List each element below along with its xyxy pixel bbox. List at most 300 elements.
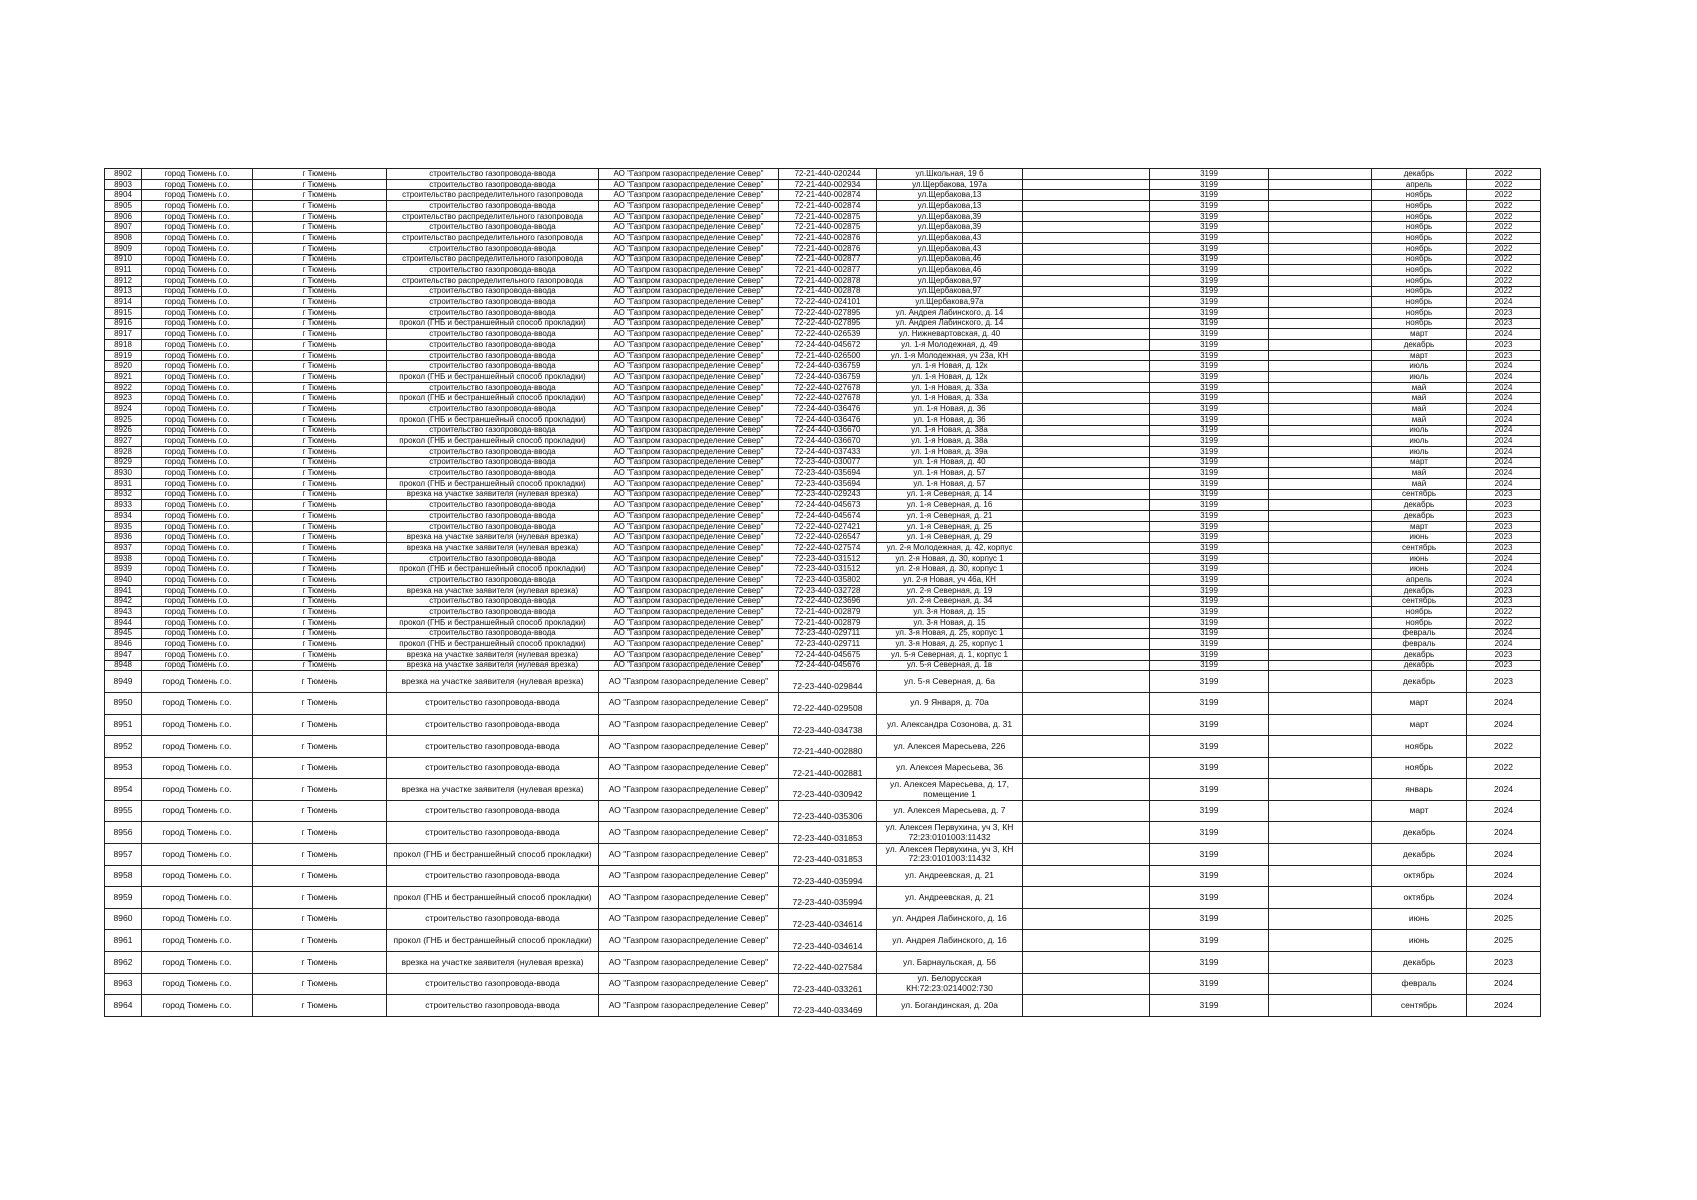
table-row <box>105 822 1541 844</box>
cell-org: АО "Газпром газораспределение Север" <box>599 275 779 286</box>
cell-work: строительство газопровода-ввода <box>387 995 599 1017</box>
cell-empty2 <box>1269 329 1372 340</box>
table-row <box>105 457 1541 468</box>
cell-empty2 <box>1269 361 1372 372</box>
cell-municipality: город Тюмень г.о. <box>142 553 253 564</box>
cell-addr: ул. 1-я Новая, д. 33а <box>877 393 1023 404</box>
cell-year: 2024 <box>1467 393 1541 404</box>
cell-empty2 <box>1269 671 1372 693</box>
cell-month: июль <box>1372 425 1467 436</box>
table-row <box>105 233 1541 244</box>
table-row <box>105 714 1541 736</box>
cell-month: март <box>1372 714 1467 736</box>
cell-code: 3199 <box>1150 446 1269 457</box>
cell-num: 8963 <box>105 973 142 995</box>
cell-town: г Тюмень <box>253 865 387 887</box>
cell-empty1 <box>1023 585 1150 596</box>
cell-town: г Тюмень <box>253 254 387 265</box>
cell-code: 3199 <box>1150 543 1269 554</box>
cell-empty2 <box>1269 822 1372 844</box>
cell-year: 2023 <box>1467 318 1541 329</box>
table-row <box>105 436 1541 447</box>
cell-work: строительство газопровода-ввода <box>387 297 599 308</box>
cell-num: 8930 <box>105 468 142 479</box>
cell-work: строительство газопровода-ввода <box>387 243 599 254</box>
cell-org: АО "Газпром газораспределение Север" <box>599 404 779 415</box>
cell-town: г Тюмень <box>253 822 387 844</box>
cell-code: 3199 <box>1150 254 1269 265</box>
table-row <box>105 585 1541 596</box>
table-row <box>105 908 1541 930</box>
cell-empty1 <box>1023 275 1150 286</box>
cell-org: АО "Газпром газораспределение Север" <box>599 596 779 607</box>
cell-appno: 72-22-440-027584 <box>779 952 877 974</box>
cell-municipality: город Тюмень г.о. <box>142 169 253 180</box>
cell-num: 8950 <box>105 692 142 714</box>
cell-month: сентябрь <box>1372 489 1467 500</box>
cell-empty1 <box>1023 404 1150 415</box>
cell-appno: 72-23-440-030942 <box>779 779 877 801</box>
cell-empty1 <box>1023 779 1150 801</box>
cell-addr: ул. 1-я Северная, д. 25 <box>877 521 1023 532</box>
cell-empty1 <box>1023 649 1150 660</box>
cell-appno: 72-21-440-002877 <box>779 254 877 265</box>
cell-year: 2022 <box>1467 222 1541 233</box>
cell-num: 8935 <box>105 521 142 532</box>
cell-org: АО "Газпром газораспределение Север" <box>599 995 779 1017</box>
cell-month: декабрь <box>1372 169 1467 180</box>
cell-month: октябрь <box>1372 865 1467 887</box>
cell-org: АО "Газпром газораспределение Север" <box>599 489 779 500</box>
cell-org: АО "Газпром газораспределение Север" <box>599 521 779 532</box>
cell-empty1 <box>1023 564 1150 575</box>
table-row <box>105 286 1541 297</box>
cell-appno: 72-22-440-027421 <box>779 521 877 532</box>
cell-town: г Тюмень <box>253 973 387 995</box>
cell-empty1 <box>1023 233 1150 244</box>
cell-code: 3199 <box>1150 265 1269 276</box>
cell-org: АО "Газпром газораспределение Север" <box>599 844 779 866</box>
cell-empty2 <box>1269 372 1372 383</box>
cell-addr: ул.Щербакова,43 <box>877 233 1023 244</box>
cell-municipality: город Тюмень г.о. <box>142 822 253 844</box>
cell-year: 2023 <box>1467 596 1541 607</box>
table-row <box>105 190 1541 201</box>
cell-appno: 72-22-440-029508 <box>779 692 877 714</box>
cell-empty2 <box>1269 553 1372 564</box>
cell-municipality: город Тюмень г.о. <box>142 297 253 308</box>
cell-num: 8937 <box>105 543 142 554</box>
cell-town: г Тюмень <box>253 404 387 415</box>
table-row <box>105 617 1541 628</box>
cell-code: 3199 <box>1150 692 1269 714</box>
cell-municipality: город Тюмень г.о. <box>142 425 253 436</box>
cell-municipality: город Тюмень г.о. <box>142 307 253 318</box>
cell-empty2 <box>1269 639 1372 650</box>
cell-code: 3199 <box>1150 169 1269 180</box>
cell-org: АО "Газпром газораспределение Север" <box>599 468 779 479</box>
cell-municipality: город Тюмень г.о. <box>142 692 253 714</box>
cell-addr: ул. 2-я Новая, уч 46а, КН <box>877 575 1023 586</box>
cell-addr: ул. 1-я Новая, д. 12к <box>877 372 1023 383</box>
cell-org: АО "Газпром газораспределение Север" <box>599 865 779 887</box>
cell-municipality: город Тюмень г.о. <box>142 457 253 468</box>
cell-work: прокол (ГНБ и бестраншейный способ прокладки) <box>387 478 599 489</box>
cell-appno: 72-22-440-027574 <box>779 543 877 554</box>
cell-empty2 <box>1269 275 1372 286</box>
cell-year: 2022 <box>1467 275 1541 286</box>
cell-empty1 <box>1023 350 1150 361</box>
cell-work: строительство газопровода-ввода <box>387 500 599 511</box>
cell-town: г Тюмень <box>253 275 387 286</box>
table-row <box>105 736 1541 758</box>
table-row <box>105 179 1541 190</box>
cell-year: 2024 <box>1467 329 1541 340</box>
cell-work: строительство распределительного газопровода <box>387 190 599 201</box>
cell-town: г Тюмень <box>253 779 387 801</box>
cell-empty2 <box>1269 297 1372 308</box>
cell-town: г Тюмень <box>253 500 387 511</box>
cell-empty1 <box>1023 478 1150 489</box>
cell-municipality: город Тюмень г.о. <box>142 532 253 543</box>
cell-addr: ул. Андреевская, д. 21 <box>877 887 1023 909</box>
cell-month: май <box>1372 468 1467 479</box>
cell-work: строительство газопровода-ввода <box>387 340 599 351</box>
cell-municipality: город Тюмень г.о. <box>142 414 253 425</box>
table-row <box>105 489 1541 500</box>
cell-municipality: город Тюмень г.о. <box>142 649 253 660</box>
cell-town: г Тюмень <box>253 329 387 340</box>
cell-empty1 <box>1023 382 1150 393</box>
cell-month: июль <box>1372 446 1467 457</box>
cell-month: октябрь <box>1372 887 1467 909</box>
cell-org: АО "Газпром газораспределение Север" <box>599 575 779 586</box>
cell-num: 8954 <box>105 779 142 801</box>
cell-num: 8961 <box>105 930 142 952</box>
table-row <box>105 639 1541 650</box>
cell-town: г Тюмень <box>253 169 387 180</box>
cell-year: 2024 <box>1467 361 1541 372</box>
cell-num: 8953 <box>105 757 142 779</box>
cell-empty2 <box>1269 511 1372 522</box>
cell-empty1 <box>1023 908 1150 930</box>
cell-municipality: город Тюмень г.о. <box>142 844 253 866</box>
cell-empty2 <box>1269 382 1372 393</box>
cell-empty2 <box>1269 585 1372 596</box>
cell-month: июнь <box>1372 564 1467 575</box>
cell-empty1 <box>1023 671 1150 693</box>
cell-municipality: город Тюмень г.о. <box>142 543 253 554</box>
cell-municipality: город Тюмень г.о. <box>142 930 253 952</box>
cell-work: строительство распределительного газопровода <box>387 233 599 244</box>
cell-municipality: город Тюмень г.о. <box>142 446 253 457</box>
cell-month: июнь <box>1372 532 1467 543</box>
cell-num: 8925 <box>105 414 142 425</box>
cell-municipality: город Тюмень г.о. <box>142 521 253 532</box>
cell-town: г Тюмень <box>253 628 387 639</box>
cell-town: г Тюмень <box>253 511 387 522</box>
cell-org: АО "Газпром газораспределение Север" <box>599 201 779 212</box>
cell-empty2 <box>1269 350 1372 361</box>
cell-org: АО "Газпром газораспределение Север" <box>599 329 779 340</box>
cell-num: 8902 <box>105 169 142 180</box>
cell-month: декабрь <box>1372 844 1467 866</box>
cell-addr: ул. 3-я Новая, д. 15 <box>877 607 1023 618</box>
cell-org: АО "Газпром газораспределение Север" <box>599 822 779 844</box>
cell-appno: 72-22-440-027895 <box>779 307 877 318</box>
cell-addr: ул. 3-я Новая, д. 25, корпус 1 <box>877 639 1023 650</box>
cell-municipality: город Тюмень г.о. <box>142 393 253 404</box>
cell-empty2 <box>1269 617 1372 628</box>
cell-code: 3199 <box>1150 425 1269 436</box>
cell-appno: 72-21-440-002880 <box>779 736 877 758</box>
cell-org: АО "Газпром газораспределение Север" <box>599 639 779 650</box>
cell-town: г Тюмень <box>253 478 387 489</box>
cell-empty1 <box>1023 169 1150 180</box>
cell-appno: 72-21-440-002874 <box>779 201 877 212</box>
cell-num: 8918 <box>105 340 142 351</box>
cell-month: июнь <box>1372 908 1467 930</box>
cell-empty1 <box>1023 952 1150 974</box>
cell-empty1 <box>1023 757 1150 779</box>
cell-empty1 <box>1023 973 1150 995</box>
cell-org: АО "Газпром газораспределение Север" <box>599 372 779 383</box>
cell-municipality: город Тюмень г.о. <box>142 286 253 297</box>
cell-empty2 <box>1269 425 1372 436</box>
cell-empty2 <box>1269 628 1372 639</box>
cell-town: г Тюмень <box>253 995 387 1017</box>
cell-code: 3199 <box>1150 307 1269 318</box>
cell-year: 2022 <box>1467 757 1541 779</box>
cell-work: строительство газопровода-ввода <box>387 457 599 468</box>
cell-code: 3199 <box>1150 436 1269 447</box>
cell-work: прокол (ГНБ и бестраншейный способ прокладки) <box>387 930 599 952</box>
cell-addr: ул. Алексея Маресьева, 36 <box>877 757 1023 779</box>
cell-empty1 <box>1023 532 1150 543</box>
cell-municipality: город Тюмень г.о. <box>142 201 253 212</box>
cell-municipality: город Тюмень г.о. <box>142 714 253 736</box>
table-body <box>105 169 1541 1017</box>
cell-year: 2024 <box>1467 692 1541 714</box>
cell-num: 8917 <box>105 329 142 340</box>
cell-work: врезка на участке заявителя (нулевая врезка) <box>387 489 599 500</box>
cell-month: сентябрь <box>1372 596 1467 607</box>
cell-code: 3199 <box>1150 243 1269 254</box>
cell-municipality: город Тюмень г.о. <box>142 329 253 340</box>
table-row <box>105 201 1541 212</box>
cell-addr: ул.Щербакова,97 <box>877 275 1023 286</box>
cell-code: 3199 <box>1150 995 1269 1017</box>
cell-month: ноябрь <box>1372 201 1467 212</box>
cell-town: г Тюмень <box>253 436 387 447</box>
cell-work: строительство газопровода-ввода <box>387 822 599 844</box>
cell-code: 3199 <box>1150 329 1269 340</box>
cell-town: г Тюмень <box>253 286 387 297</box>
cell-num: 8951 <box>105 714 142 736</box>
cell-addr: ул. 1-я Новая, д. 57 <box>877 468 1023 479</box>
cell-year: 2024 <box>1467 995 1541 1017</box>
cell-empty1 <box>1023 254 1150 265</box>
cell-num: 8912 <box>105 275 142 286</box>
cell-num: 8911 <box>105 265 142 276</box>
cell-code: 3199 <box>1150 201 1269 212</box>
cell-town: г Тюмень <box>253 350 387 361</box>
cell-municipality: город Тюмень г.о. <box>142 736 253 758</box>
cell-addr: ул. Андреевская, д. 21 <box>877 865 1023 887</box>
cell-month: декабрь <box>1372 511 1467 522</box>
cell-addr: ул.Щербакова,97 <box>877 286 1023 297</box>
cell-code: 3199 <box>1150 222 1269 233</box>
cell-code: 3199 <box>1150 639 1269 650</box>
cell-month: май <box>1372 393 1467 404</box>
cell-month: декабрь <box>1372 649 1467 660</box>
cell-code: 3199 <box>1150 649 1269 660</box>
cell-year: 2023 <box>1467 307 1541 318</box>
table-row <box>105 660 1541 671</box>
cell-municipality: город Тюмень г.о. <box>142 660 253 671</box>
cell-num: 8919 <box>105 350 142 361</box>
cell-appno: 72-24-440-036476 <box>779 414 877 425</box>
cell-num: 8949 <box>105 671 142 693</box>
cell-month: декабрь <box>1372 822 1467 844</box>
cell-addr: ул. 5-я Северная, д. 1, корпус 1 <box>877 649 1023 660</box>
cell-addr: ул. Барнаульская, д. 56 <box>877 952 1023 974</box>
cell-code: 3199 <box>1150 500 1269 511</box>
cell-addr: ул. 1-я Северная, д. 21 <box>877 511 1023 522</box>
cell-empty1 <box>1023 361 1150 372</box>
cell-code: 3199 <box>1150 382 1269 393</box>
cell-addr: ул. 1-я Молодежная, уч 23а, КН <box>877 350 1023 361</box>
cell-empty2 <box>1269 543 1372 554</box>
cell-addr: ул. 1-я Новая, д. 33а <box>877 382 1023 393</box>
table-row <box>105 887 1541 909</box>
cell-code: 3199 <box>1150 350 1269 361</box>
table-row <box>105 393 1541 404</box>
cell-year: 2024 <box>1467 553 1541 564</box>
cell-town: г Тюмень <box>253 521 387 532</box>
cell-town: г Тюмень <box>253 211 387 222</box>
cell-year: 2024 <box>1467 564 1541 575</box>
cell-year: 2022 <box>1467 617 1541 628</box>
cell-empty1 <box>1023 822 1150 844</box>
cell-addr: ул. 1-я Новая, д. 12к <box>877 361 1023 372</box>
cell-month: ноябрь <box>1372 297 1467 308</box>
cell-org: АО "Газпром газораспределение Север" <box>599 361 779 372</box>
cell-month: июль <box>1372 361 1467 372</box>
cell-appno: 72-24-440-045674 <box>779 511 877 522</box>
cell-addr: ул.Щербакова,46 <box>877 254 1023 265</box>
cell-num: 8941 <box>105 585 142 596</box>
cell-work: строительство газопровода-ввода <box>387 865 599 887</box>
cell-year: 2024 <box>1467 297 1541 308</box>
cell-empty2 <box>1269 500 1372 511</box>
cell-municipality: город Тюмень г.о. <box>142 275 253 286</box>
cell-work: строительство газопровода-ввода <box>387 222 599 233</box>
cell-month: декабрь <box>1372 952 1467 974</box>
cell-appno: 72-21-440-020244 <box>779 169 877 180</box>
cell-empty2 <box>1269 265 1372 276</box>
cell-num: 8913 <box>105 286 142 297</box>
cell-addr: ул. 3-я Новая, д. 15 <box>877 617 1023 628</box>
cell-empty1 <box>1023 265 1150 276</box>
cell-month: ноябрь <box>1372 318 1467 329</box>
cell-addr: ул. 2-я Северная, д. 34 <box>877 596 1023 607</box>
cell-code: 3199 <box>1150 952 1269 974</box>
cell-addr: ул.Щербакова,13 <box>877 201 1023 212</box>
cell-addr: ул.Щербакова,46 <box>877 265 1023 276</box>
cell-work: строительство газопровода-ввода <box>387 329 599 340</box>
cell-code: 3199 <box>1150 318 1269 329</box>
cell-month: июль <box>1372 372 1467 383</box>
cell-appno: 72-21-440-002877 <box>779 265 877 276</box>
cell-appno: 72-23-440-029243 <box>779 489 877 500</box>
table-row <box>105 757 1541 779</box>
cell-work: строительство газопровода-ввода <box>387 307 599 318</box>
cell-year: 2023 <box>1467 511 1541 522</box>
cell-year: 2024 <box>1467 414 1541 425</box>
cell-org: АО "Газпром газораспределение Север" <box>599 446 779 457</box>
cell-municipality: город Тюмень г.о. <box>142 404 253 415</box>
cell-empty1 <box>1023 190 1150 201</box>
cell-org: АО "Газпром газораспределение Север" <box>599 973 779 995</box>
cell-town: г Тюмень <box>253 930 387 952</box>
cell-work: врезка на участке заявителя (нулевая врезка) <box>387 649 599 660</box>
cell-empty2 <box>1269 190 1372 201</box>
cell-empty2 <box>1269 446 1372 457</box>
cell-appno: 72-23-440-035994 <box>779 865 877 887</box>
table-row <box>105 930 1541 952</box>
cell-month: декабрь <box>1372 585 1467 596</box>
cell-num: 8959 <box>105 887 142 909</box>
cell-month: март <box>1372 329 1467 340</box>
cell-year: 2025 <box>1467 908 1541 930</box>
cell-year: 2022 <box>1467 265 1541 276</box>
cell-year: 2024 <box>1467 436 1541 447</box>
cell-municipality: город Тюмень г.о. <box>142 671 253 693</box>
cell-code: 3199 <box>1150 489 1269 500</box>
table-row <box>105 446 1541 457</box>
cell-work: строительство распределительного газопровода <box>387 211 599 222</box>
cell-addr: ул. 1-я Северная, д. 16 <box>877 500 1023 511</box>
cell-empty2 <box>1269 532 1372 543</box>
cell-work: строительство газопровода-ввода <box>387 521 599 532</box>
table-row <box>105 211 1541 222</box>
table-row <box>105 350 1541 361</box>
cell-work: врезка на участке заявителя (нулевая врезка) <box>387 779 599 801</box>
cell-town: г Тюмень <box>253 575 387 586</box>
table-row <box>105 543 1541 554</box>
register-table <box>104 168 1541 1017</box>
table-row <box>105 553 1541 564</box>
cell-month: апрель <box>1372 575 1467 586</box>
cell-work: строительство газопровода-ввода <box>387 179 599 190</box>
cell-num: 8905 <box>105 201 142 212</box>
cell-municipality: город Тюмень г.о. <box>142 478 253 489</box>
cell-municipality: город Тюмень г.о. <box>142 211 253 222</box>
cell-year: 2023 <box>1467 952 1541 974</box>
cell-month: февраль <box>1372 639 1467 650</box>
cell-empty2 <box>1269 736 1372 758</box>
cell-num: 8909 <box>105 243 142 254</box>
cell-year: 2024 <box>1467 457 1541 468</box>
cell-municipality: город Тюмень г.о. <box>142 361 253 372</box>
cell-code: 3199 <box>1150 478 1269 489</box>
table-row <box>105 307 1541 318</box>
table-row <box>105 865 1541 887</box>
cell-org: АО "Газпром газораспределение Север" <box>599 254 779 265</box>
cell-month: ноябрь <box>1372 211 1467 222</box>
cell-work: прокол (ГНБ и бестраншейный способ прокладки) <box>387 414 599 425</box>
